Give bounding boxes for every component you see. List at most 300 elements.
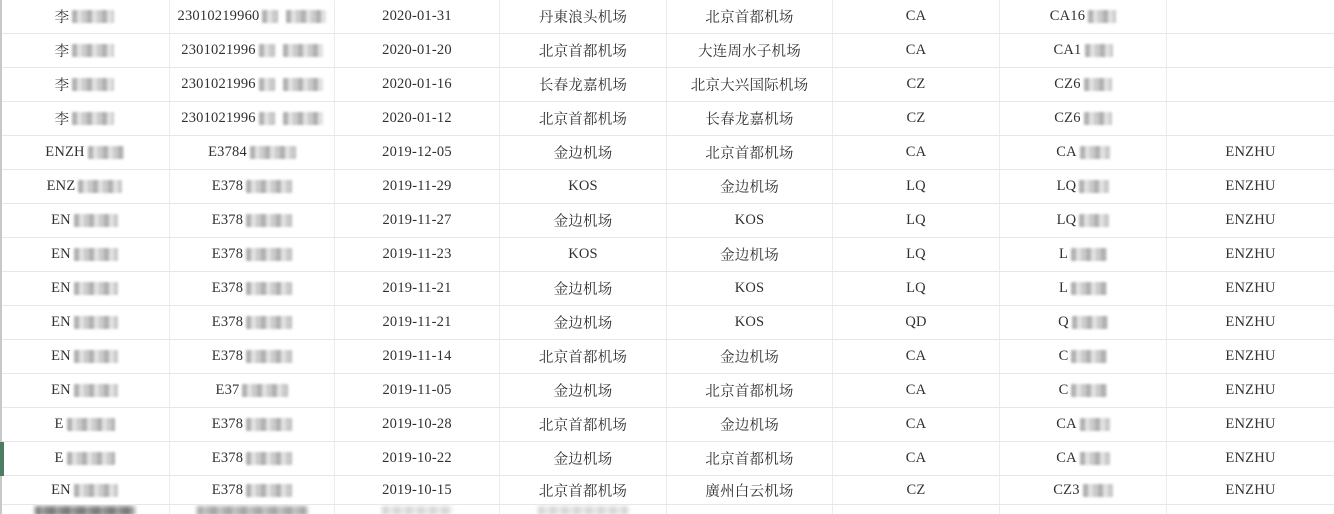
cell-date	[335, 476, 500, 504]
cell-arrival-airport	[667, 34, 833, 67]
redaction-blur	[1071, 384, 1107, 397]
departure-text: 北京首都机场	[538, 44, 628, 60]
date-text: 2019-11-21	[382, 314, 452, 330]
cell-airline-code	[833, 68, 1000, 101]
flight-number-text: CA	[1056, 144, 1077, 160]
cell-date	[335, 170, 500, 203]
cell-passenger-name	[0, 272, 170, 305]
passenger-name-text: ENZ	[46, 178, 76, 194]
id-number-text: E378	[211, 416, 244, 432]
cell-arrival-airport	[667, 340, 833, 373]
redaction-blur	[74, 282, 118, 295]
cell-name-en	[1167, 204, 1334, 237]
redaction-blur	[74, 384, 118, 397]
airline-code-text: CA	[905, 144, 927, 160]
cell-date	[335, 0, 500, 33]
arrival-text: 北京首都机场	[705, 146, 794, 162]
redaction-blur	[197, 506, 307, 514]
arrival-text: KOS	[734, 314, 765, 330]
arrival-text: 大连周水子机场	[698, 44, 801, 60]
cell-name-en	[1167, 374, 1334, 407]
date-text: 2019-10-15	[382, 481, 452, 498]
cell-departure-airport	[500, 476, 667, 504]
date-text: 2019-11-23	[382, 246, 452, 262]
passenger-name-text: EN	[51, 481, 71, 498]
airline-code-text: LQ	[906, 178, 926, 194]
cell-id-number	[170, 306, 335, 339]
cell-airline-code	[833, 34, 1000, 67]
passenger-name-text: EN	[51, 382, 71, 398]
airline-code-text: CA	[905, 42, 927, 58]
cell-arrival-airport	[667, 272, 833, 305]
passenger-name-text: 李	[54, 44, 70, 60]
redaction-blur	[1071, 282, 1107, 295]
name-en-text: ENZHU	[1225, 246, 1276, 262]
date-text: 2020-01-31	[382, 8, 452, 24]
passenger-name-text: EN	[51, 246, 71, 262]
flight-number-text: CA	[1056, 450, 1077, 466]
id-number-text: E378	[211, 178, 244, 194]
redaction-blur	[1088, 10, 1116, 23]
cell-departure-airport	[500, 306, 667, 339]
cell-id-number	[170, 374, 335, 407]
redaction-blur	[246, 180, 292, 193]
cell-name-en	[1167, 272, 1334, 305]
flight-number-text: L	[1058, 246, 1069, 262]
departure-text: 金边机场	[553, 384, 613, 400]
cell-id-number	[170, 238, 335, 271]
id-number-text: E378	[211, 246, 244, 262]
table-row[interactable]	[0, 102, 1334, 136]
cell-id-number	[170, 340, 335, 373]
cell-arrival-airport	[667, 408, 833, 441]
arrival-text: 长春龙嘉机场	[705, 112, 794, 128]
cell-departure-airport	[500, 374, 667, 407]
table-row[interactable]	[0, 0, 1334, 34]
id-number-text: 2301021996	[181, 76, 256, 92]
cell-passenger-name	[0, 476, 170, 504]
departure-text: 北京首都机场	[538, 418, 628, 434]
arrival-text: 金边机场	[720, 350, 779, 366]
id-number-text: 2301021996	[181, 42, 256, 58]
arrival-text: 北京首都机场	[705, 452, 794, 468]
date-text: 2019-11-05	[382, 382, 452, 398]
cell-id-number	[170, 102, 335, 135]
cell-passenger-name	[0, 374, 170, 407]
passenger-name-text: EN	[51, 348, 71, 364]
redaction-blur	[538, 506, 628, 514]
cell-departure-airport	[500, 340, 667, 373]
cell-arrival-airport	[667, 505, 833, 514]
cell-airline-code	[833, 476, 1000, 504]
date-text: 2019-10-22	[382, 450, 452, 466]
cell-date	[335, 505, 500, 514]
table-row[interactable]	[0, 136, 1334, 170]
redaction-blur	[1083, 484, 1113, 497]
cell-flight-number	[1000, 476, 1167, 504]
date-text: 2020-01-20	[382, 42, 452, 58]
cell-passenger-name	[0, 340, 170, 373]
departure-text: 金边机场	[553, 452, 613, 468]
airline-code-text: CZ	[906, 110, 926, 126]
cell-date	[335, 340, 500, 373]
cell-arrival-airport	[667, 68, 833, 101]
cell-date	[335, 238, 500, 271]
cell-id-number	[170, 136, 335, 169]
redaction-blur	[286, 10, 326, 23]
id-number-text: E378	[211, 450, 244, 466]
departure-text: 丹東浪头机场	[538, 10, 628, 26]
redaction-blur	[1084, 78, 1112, 91]
cell-name-en	[1167, 238, 1334, 271]
cell-arrival-airport	[667, 102, 833, 135]
date-text: 2020-01-12	[382, 110, 452, 126]
cell-date	[335, 272, 500, 305]
name-en-text: ENZHU	[1225, 481, 1276, 498]
redaction-blur	[67, 452, 115, 465]
redaction-blur	[246, 214, 292, 227]
cell-id-number	[170, 68, 335, 101]
redaction-blur	[259, 78, 275, 91]
cell-date	[335, 408, 500, 441]
arrival-text: 北京首都机场	[705, 384, 794, 400]
cell-id-number	[170, 0, 335, 33]
arrival-text: 北京大兴国际机场	[690, 78, 809, 94]
redaction-blur	[67, 418, 115, 431]
redaction-blur	[1071, 350, 1107, 363]
date-text: 2019-10-28	[382, 416, 452, 432]
cell-flight-number	[1000, 136, 1167, 169]
cell-id-number	[170, 272, 335, 305]
redaction-blur	[259, 44, 275, 57]
table-row[interactable]	[0, 476, 1334, 505]
cell-id-number	[170, 34, 335, 67]
flight-number-text: L	[1058, 280, 1069, 296]
passenger-name-text: EN	[51, 280, 71, 296]
redaction-blur	[1072, 316, 1108, 329]
name-en-text: ENZHU	[1225, 450, 1276, 466]
passenger-name-text: E	[54, 450, 64, 466]
airline-code-text: CA	[905, 450, 927, 466]
redaction-blur	[74, 214, 118, 227]
cell-flight-number	[1000, 0, 1167, 33]
cell-arrival-airport	[667, 374, 833, 407]
flight-number-text: CA	[1056, 416, 1077, 432]
row-selection-indicator	[0, 442, 4, 476]
cell-name-en	[1167, 408, 1334, 441]
cell-date	[335, 374, 500, 407]
date-text: 2019-11-29	[382, 178, 452, 194]
date-text: 2019-11-14	[382, 348, 452, 364]
cell-flight-number	[1000, 204, 1167, 237]
cell-flight-number	[1000, 505, 1167, 514]
cell-name-en	[1167, 102, 1334, 135]
name-en-text: ENZHU	[1225, 212, 1276, 228]
cell-departure-airport	[500, 442, 667, 475]
cell-name-en	[1167, 0, 1334, 33]
cell-passenger-name	[0, 238, 170, 271]
cell-date	[335, 34, 500, 67]
cell-name-en	[1167, 306, 1334, 339]
cell-passenger-name	[0, 408, 170, 441]
cell-id-number	[170, 204, 335, 237]
cell-airline-code	[833, 238, 1000, 271]
cell-passenger-name	[0, 68, 170, 101]
id-number-text: E378	[211, 348, 244, 364]
date-text: 2019-12-05	[382, 144, 452, 160]
cell-airline-code	[833, 505, 1000, 514]
cell-airline-code	[833, 374, 1000, 407]
flight-number-text: LQ	[1056, 212, 1077, 228]
airline-code-text: CA	[905, 416, 927, 432]
cell-departure-airport	[500, 34, 667, 67]
flight-number-text: CZ6	[1054, 76, 1081, 92]
cell-flight-number	[1000, 68, 1167, 101]
redaction-blur	[72, 10, 114, 23]
redaction-blur	[72, 78, 114, 91]
redaction-blur	[72, 44, 114, 57]
departure-text: 金边机场	[553, 146, 613, 162]
id-number-text: E37	[215, 382, 240, 398]
redaction-blur	[1085, 44, 1113, 57]
name-en-text: ENZHU	[1225, 416, 1276, 432]
redaction-blur	[72, 112, 114, 125]
cell-date	[335, 442, 500, 475]
table-row[interactable]	[0, 408, 1334, 442]
name-en-text: ENZHU	[1225, 348, 1276, 364]
departure-text: KOS	[568, 246, 598, 262]
cell-departure-airport	[500, 505, 667, 514]
id-number-text: 23010219960	[177, 8, 260, 24]
name-en-text: ENZHU	[1225, 280, 1276, 296]
cell-departure-airport	[500, 68, 667, 101]
redaction-blur	[1080, 146, 1110, 159]
redaction-blur	[1071, 248, 1107, 261]
cell-arrival-airport	[667, 204, 833, 237]
cell-departure-airport	[500, 408, 667, 441]
cell-departure-airport	[500, 0, 667, 33]
redaction-blur	[246, 484, 292, 497]
redaction-blur	[242, 384, 288, 397]
arrival-text: 金边机场	[720, 248, 779, 264]
arrival-text: 金边机场	[720, 180, 779, 196]
table-row[interactable]	[0, 170, 1334, 204]
id-number-text: 2301021996	[181, 110, 256, 126]
table-row-partial	[0, 505, 1334, 514]
id-number-text: E378	[211, 481, 244, 498]
redaction-blur	[382, 506, 452, 514]
cell-name-en	[1167, 340, 1334, 373]
cell-flight-number	[1000, 340, 1167, 373]
cell-date	[335, 102, 500, 135]
flight-number-text: CA16	[1049, 8, 1086, 24]
redaction-blur	[250, 146, 296, 159]
cell-name-en	[1167, 136, 1334, 169]
airline-code-text: CZ	[906, 76, 926, 92]
table-row[interactable]	[0, 306, 1334, 340]
name-en-text: ENZHU	[1225, 382, 1276, 398]
redaction-blur	[246, 316, 292, 329]
name-en-text: ENZHU	[1225, 314, 1276, 330]
cell-airline-code	[833, 340, 1000, 373]
name-en-text: ENZHU	[1225, 178, 1276, 194]
cell-airline-code	[833, 408, 1000, 441]
cell-arrival-airport	[667, 136, 833, 169]
cell-airline-code	[833, 306, 1000, 339]
cell-id-number	[170, 442, 335, 475]
table-row[interactable]	[0, 374, 1334, 408]
cell-id-number	[170, 408, 335, 441]
cell-date	[335, 204, 500, 237]
flight-number-text: Q	[1058, 314, 1069, 330]
redaction-blur	[74, 316, 118, 329]
airline-code-text: LQ	[906, 212, 926, 228]
airline-code-text: CA	[905, 8, 927, 24]
cell-departure-airport	[500, 136, 667, 169]
table-left-border	[0, 0, 2, 514]
id-number-text: E378	[211, 314, 244, 330]
redaction-blur	[262, 10, 278, 23]
departure-text: 长春龙嘉机场	[538, 78, 628, 94]
cell-passenger-name	[0, 306, 170, 339]
redaction-blur	[74, 350, 118, 363]
cell-airline-code	[833, 0, 1000, 33]
date-text: 2019-11-21	[382, 280, 452, 296]
passenger-name-text: EN	[51, 212, 71, 228]
departure-text: 金边机场	[553, 214, 613, 230]
arrival-text: KOS	[734, 280, 765, 296]
id-number-text: E378	[211, 280, 244, 296]
airline-code-text: CA	[905, 348, 927, 364]
redaction-blur	[1084, 112, 1112, 125]
cell-flight-number	[1000, 374, 1167, 407]
cell-airline-code	[833, 102, 1000, 135]
flight-number-text: LQ	[1056, 178, 1077, 194]
cell-name-en	[1167, 476, 1334, 504]
redaction-blur	[1080, 452, 1110, 465]
arrival-text: KOS	[734, 212, 765, 228]
redaction-blur	[1079, 180, 1109, 193]
cell-flight-number	[1000, 170, 1167, 203]
date-text: 2019-11-27	[382, 212, 452, 228]
id-number-text: E3784	[208, 144, 247, 160]
flight-number-text: C	[1058, 348, 1069, 364]
redaction-blur	[259, 112, 275, 125]
cell-date	[335, 306, 500, 339]
cell-passenger-name	[0, 204, 170, 237]
table-row[interactable]	[0, 34, 1334, 68]
cell-name-en	[1167, 170, 1334, 203]
arrival-text: 廣州白云机场	[705, 483, 794, 500]
passenger-name-text: 李	[54, 78, 70, 94]
redaction-blur	[283, 44, 323, 57]
table-row[interactable]	[0, 204, 1334, 238]
name-en-text: ENZHU	[1225, 144, 1276, 160]
redaction-blur	[283, 112, 323, 125]
departure-text: 北京首都机场	[538, 350, 628, 366]
airline-code-text: LQ	[906, 246, 926, 262]
cell-passenger-name	[0, 442, 170, 475]
arrival-text: 金边机场	[720, 418, 779, 434]
airline-code-text: LQ	[906, 280, 926, 296]
cell-departure-airport	[500, 204, 667, 237]
cell-flight-number	[1000, 408, 1167, 441]
redaction-blur	[1080, 418, 1110, 431]
table-row[interactable]	[0, 68, 1334, 102]
redaction-blur	[74, 484, 118, 497]
table-row-selected[interactable]	[0, 442, 1334, 476]
cell-passenger-name	[0, 102, 170, 135]
cell-airline-code	[833, 272, 1000, 305]
cell-airline-code	[833, 136, 1000, 169]
flight-number-text: CZ6	[1054, 110, 1081, 126]
cell-departure-airport	[500, 102, 667, 135]
cell-passenger-name	[0, 136, 170, 169]
cell-airline-code	[833, 170, 1000, 203]
departure-text: 北京首都机场	[538, 483, 628, 500]
table-row[interactable]	[0, 272, 1334, 306]
cell-flight-number	[1000, 442, 1167, 475]
cell-arrival-airport	[667, 170, 833, 203]
cell-flight-number	[1000, 272, 1167, 305]
redaction-blur	[78, 180, 122, 193]
redaction-blur	[246, 282, 292, 295]
redaction-blur	[246, 248, 292, 261]
cell-id-number	[170, 505, 335, 514]
cell-passenger-name	[0, 0, 170, 33]
cell-id-number	[170, 170, 335, 203]
flight-number-text: CA1	[1053, 42, 1082, 58]
passenger-name-text: 李	[54, 112, 70, 128]
cell-arrival-airport	[667, 442, 833, 475]
flight-number-text: C	[1058, 382, 1069, 398]
cell-passenger-name	[0, 170, 170, 203]
cell-name-en	[1167, 505, 1334, 514]
cell-flight-number	[1000, 34, 1167, 67]
departure-text: KOS	[568, 178, 598, 194]
cell-date	[335, 68, 500, 101]
redaction-blur	[283, 78, 323, 91]
departure-text: 北京首都机场	[538, 112, 628, 128]
cell-id-number	[170, 476, 335, 504]
cell-name-en	[1167, 68, 1334, 101]
cell-passenger-name	[0, 34, 170, 67]
passenger-name-text: ENZH	[45, 144, 85, 160]
cell-flight-number	[1000, 238, 1167, 271]
flight-number-text: CZ3	[1053, 481, 1080, 498]
cell-arrival-airport	[667, 306, 833, 339]
airline-code-text: CZ	[906, 481, 926, 498]
table-row[interactable]	[0, 340, 1334, 374]
cell-passenger-name	[0, 505, 170, 514]
arrival-text: 北京首都机场	[705, 10, 794, 26]
redaction-blur	[246, 418, 292, 431]
redaction-blur	[246, 452, 292, 465]
table-row[interactable]	[0, 238, 1334, 272]
cell-name-en	[1167, 442, 1334, 475]
cell-arrival-airport	[667, 476, 833, 504]
cell-date	[335, 136, 500, 169]
cell-flight-number	[1000, 306, 1167, 339]
redaction-blur	[35, 506, 135, 514]
redaction-blur	[1079, 214, 1109, 227]
airline-code-text: QD	[905, 314, 927, 330]
redaction-blur	[74, 248, 118, 261]
passenger-name-text: 李	[54, 10, 70, 26]
id-number-text: E378	[211, 212, 244, 228]
date-text: 2020-01-16	[382, 76, 452, 92]
passenger-name-text: EN	[51, 314, 71, 330]
